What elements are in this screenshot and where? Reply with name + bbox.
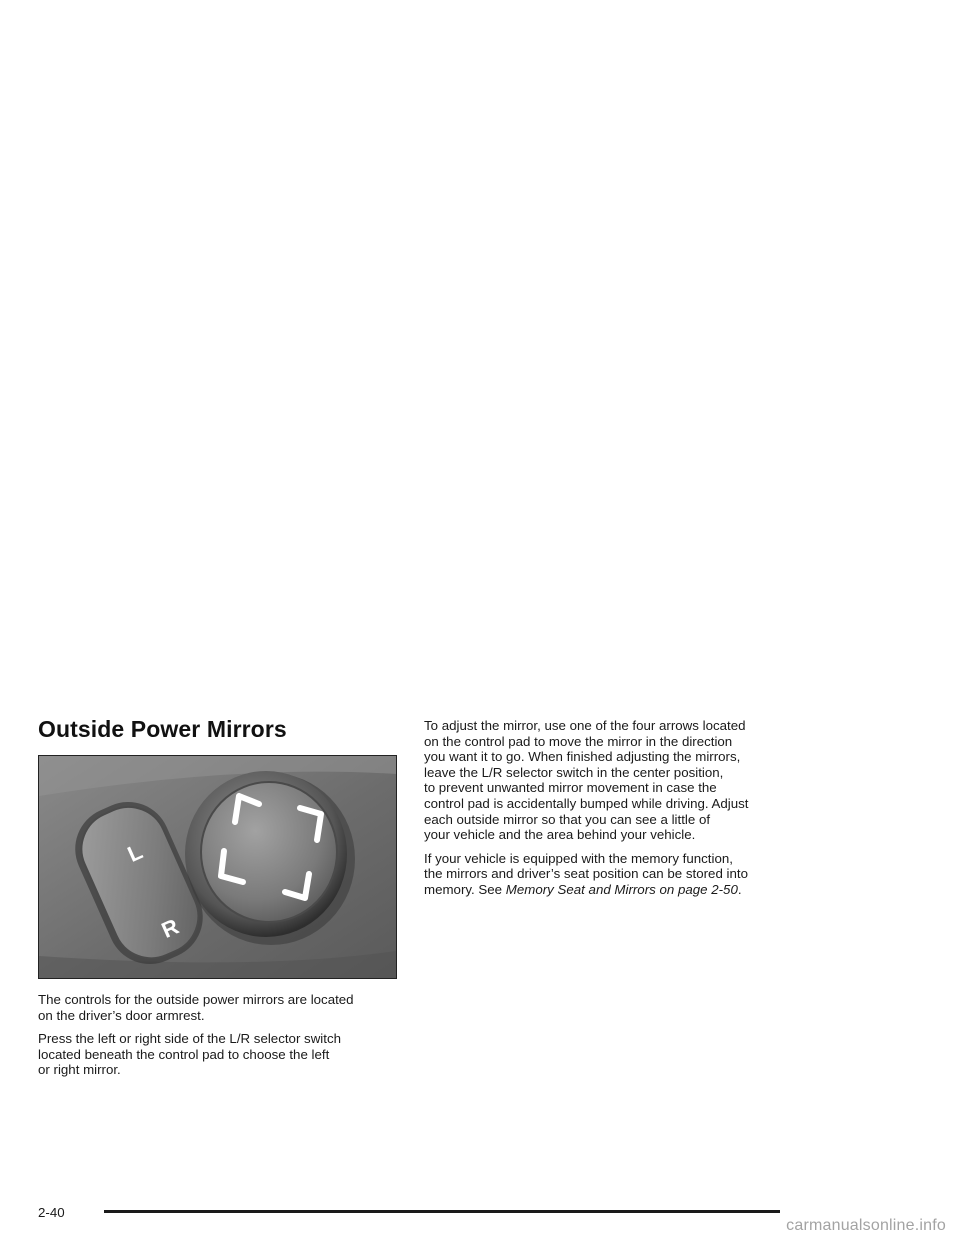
- paragraph-memory-function: [424, 851, 796, 898]
- text-line: leave the L/R selector switch in the center position,: [424, 764, 724, 780]
- mirror-control-photo: [38, 755, 397, 979]
- text-line: you want it to go. When finished adjusting the mirrors,: [424, 749, 741, 765]
- right-column: [424, 718, 796, 906]
- paragraph-selector-switch: [38, 1031, 398, 1078]
- text-line: control pad is accidentally bumped while driving. Adjust: [424, 795, 749, 811]
- page-number: 2-40: [38, 1205, 65, 1220]
- text-line: your vehicle and the area behind your vehicle.: [424, 827, 696, 843]
- paragraph-controls-location: [38, 992, 398, 1023]
- watermark: carmanualsonline.info: [786, 1217, 946, 1234]
- left-column: [38, 992, 398, 1086]
- text-line: The controls for the outside power mirrors are located: [38, 992, 354, 1007]
- text-line: [424, 882, 796, 898]
- selector-left-label: L: [123, 838, 147, 867]
- text-line: or right mirror.: [38, 1062, 121, 1078]
- text-line: To adjust the mirror, use one of the four arrows located: [424, 718, 746, 733]
- text-line: on the driver’s door armrest.: [38, 1007, 205, 1023]
- section-title: Outside Power Mirrors: [38, 716, 287, 742]
- text-line: each outside mirror so that you can see a little of: [424, 811, 711, 827]
- footer-divider: [104, 1210, 780, 1213]
- text-line: to prevent unwanted mirror movement in case the: [424, 780, 717, 796]
- mirror-control-illustration: [39, 756, 396, 978]
- text-line: located beneath the control pad to choose the left: [38, 1046, 330, 1062]
- text-fragment: .: [737, 881, 742, 897]
- selector-right-label: R: [157, 913, 183, 943]
- memory-seat-reference-link[interactable]: Memory Seat and Mirrors on page 2-50: [505, 881, 738, 897]
- text-line: If your vehicle is equipped with the memory function,: [424, 850, 733, 866]
- paragraph-adjust-mirror: [424, 718, 796, 843]
- text-line: Press the left or right side of the L/R selector switch: [38, 1031, 342, 1047]
- text-fragment: memory. See: [424, 881, 506, 897]
- text-line: on the control pad to move the mirror in the direction: [424, 733, 733, 749]
- text-line: the mirrors and driver’s seat position can be stored into: [424, 866, 748, 882]
